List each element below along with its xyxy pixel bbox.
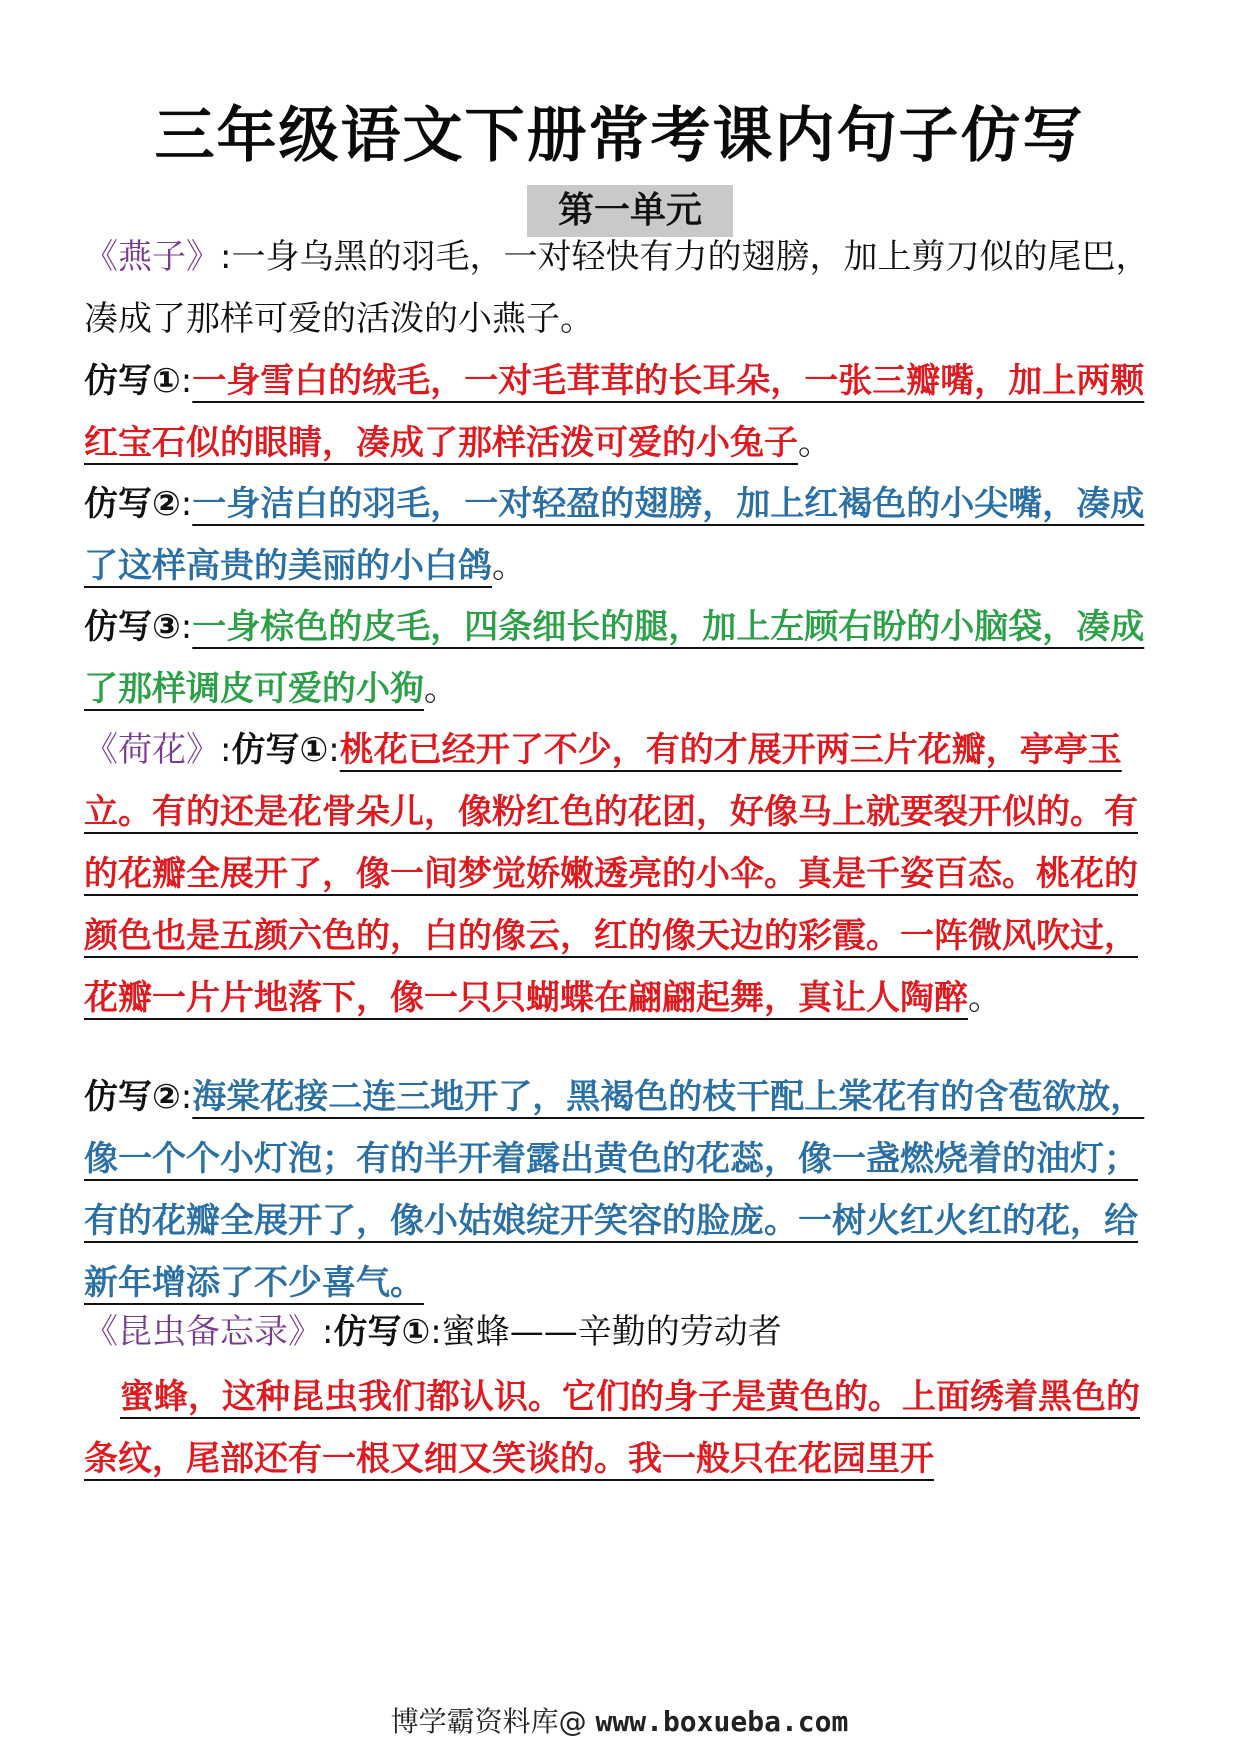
lotus-imitation-2: 仿写②:海棠花接二连三地开了，黑褐色的枝干配上棠花有的含苞欲放，像一个个小灯泡；有的半开着露出黄色的花蕊，像一盏燃烧着的油灯；有的花瓣全展开了，像小姑娘绽开笑容的脸庞。一树火红火红的花，给新年增添了不少喜气。	[84, 1077, 1145, 1303]
swallow-original: 《燕子》:一身乌黑的羽毛，一对轻快有力的翅膀，加上剪刀似的尾巴，凑成了那样可爱的活泼的小燕子。	[84, 237, 1150, 339]
book-title-swallow: 《燕子》	[84, 237, 220, 277]
page-title: 三年级语文下册常考课内句子仿写	[154, 101, 1085, 171]
imitation-label: 仿写①	[84, 361, 181, 401]
book-title-lotus: 《荷花》	[84, 730, 220, 770]
imitation-text: 海棠花接二连三地开了，黑褐色的枝干配上棠花有的含苞欲放，像一个个小灯泡；有的半开着露出黄色的花蕊，像一盏燃烧着的油灯；有的花瓣全展开了，像小姑娘绽开笑容的脸庞。一树火红火红的花，给新年增添了不少喜气。	[84, 1077, 1145, 1303]
original-sentence: 一身乌黑的羽毛，一对轻快有力的翅膀，加上剪刀似的尾巴，凑成了那样可爱的活泼的小燕子。	[84, 237, 1150, 339]
imitation-text: 一身雪白的绒毛，一对毛茸茸的长耳朵，一张三瓣嘴，加上两颗红宝石似的眼睛，凑成了那样活泼可爱的小兔子	[84, 361, 1145, 463]
swallow-imitation-3: 仿写③:一身棕色的皮毛，四条细长的腿，加上左顾右盼的小脑袋，凑成了那样调皮可爱的小狗。	[84, 607, 1145, 709]
book-title-insects: 《昆虫备忘录》	[84, 1312, 322, 1352]
imitation-label: 仿写②	[84, 1077, 181, 1117]
unit-heading: 第一单元	[527, 185, 733, 237]
imitation-text: 桃花已经开了不少，有的才展开两三片花瓣，亭亭玉立。有的还是花骨朵儿，像粉红色的花团，好像马上就要裂开似的。有的花瓣全展开了，像一间梦觉娇嫩透亮的小伞。真是千姿百态。桃花的颜色也是五颜六色的，白的像云，红的像天边的彩霞。一阵微风吹过，花瓣一片片地落下，像一只只蝴蝶在翩翩起舞，真让人陶醉	[84, 730, 1138, 1018]
imitation-label: 仿写②	[84, 484, 181, 524]
footer-site-name: 博学霸资料库	[390, 1705, 559, 1738]
imitation-label: 仿写①	[333, 1312, 431, 1352]
swallow-imitation-2: 仿写②:一身洁白的羽毛，一对轻盈的翅膀，加上红褐色的小尖嘴，凑成了这样高贵的美丽的小白鸽。	[84, 484, 1145, 586]
imitation-text: 蜜蜂，这种昆虫我们都认识。它们的身子是黄色的。上面绣着黑色的条纹，尾部还有一根又细又笑谈的。我一般只在花园里开	[84, 1377, 1140, 1479]
imitation-label: 仿写③	[84, 607, 181, 647]
swallow-imitation-1: 仿写①:一身雪白的绒毛，一对毛茸茸的长耳朵，一张三瓣嘴，加上两颗红宝石似的眼睛，凑成了那样活泼可爱的小兔子。	[84, 361, 1145, 463]
imitation-text: 一身棕色的皮毛，四条细长的腿，加上左顾右盼的小脑袋，凑成了那样调皮可爱的小狗	[84, 607, 1145, 709]
imitation-text: 一身洁白的羽毛，一对轻盈的翅膀，加上红褐色的小尖嘴，凑成了这样高贵的美丽的小白鸽	[84, 484, 1145, 586]
insects-heading: 《昆虫备忘录》:仿写①:蜜蜂——辛勤的劳动者	[84, 1312, 782, 1352]
footer-watermark: 博学霸资料库@ www.boxueba.com	[390, 1705, 849, 1738]
footer-url: www.boxueba.com	[595, 1705, 849, 1738]
insects-imitation	[84, 1366, 1156, 1490]
lotus-imitation-1: 《荷花》:仿写①:桃花已经开了不少，有的才展开两三片花瓣，亭亭玉立。有的还是花骨朵儿，像粉红色的花团，好像马上就要裂开似的。有的花瓣全展开了，像一间梦觉娇嫩透亮的小伞。真是千姿百态。桃花的颜色也是五颜六色的，白的像云，红的像天边的彩霞。一阵微风吹过，花瓣一片片地落下，像一只只蝴蝶在翩翩起舞，真让人陶醉。	[84, 730, 1138, 1018]
imitation-topic: 蜜蜂——辛勤的劳动者	[441, 1312, 782, 1352]
imitation-label: 仿写①	[231, 730, 329, 770]
